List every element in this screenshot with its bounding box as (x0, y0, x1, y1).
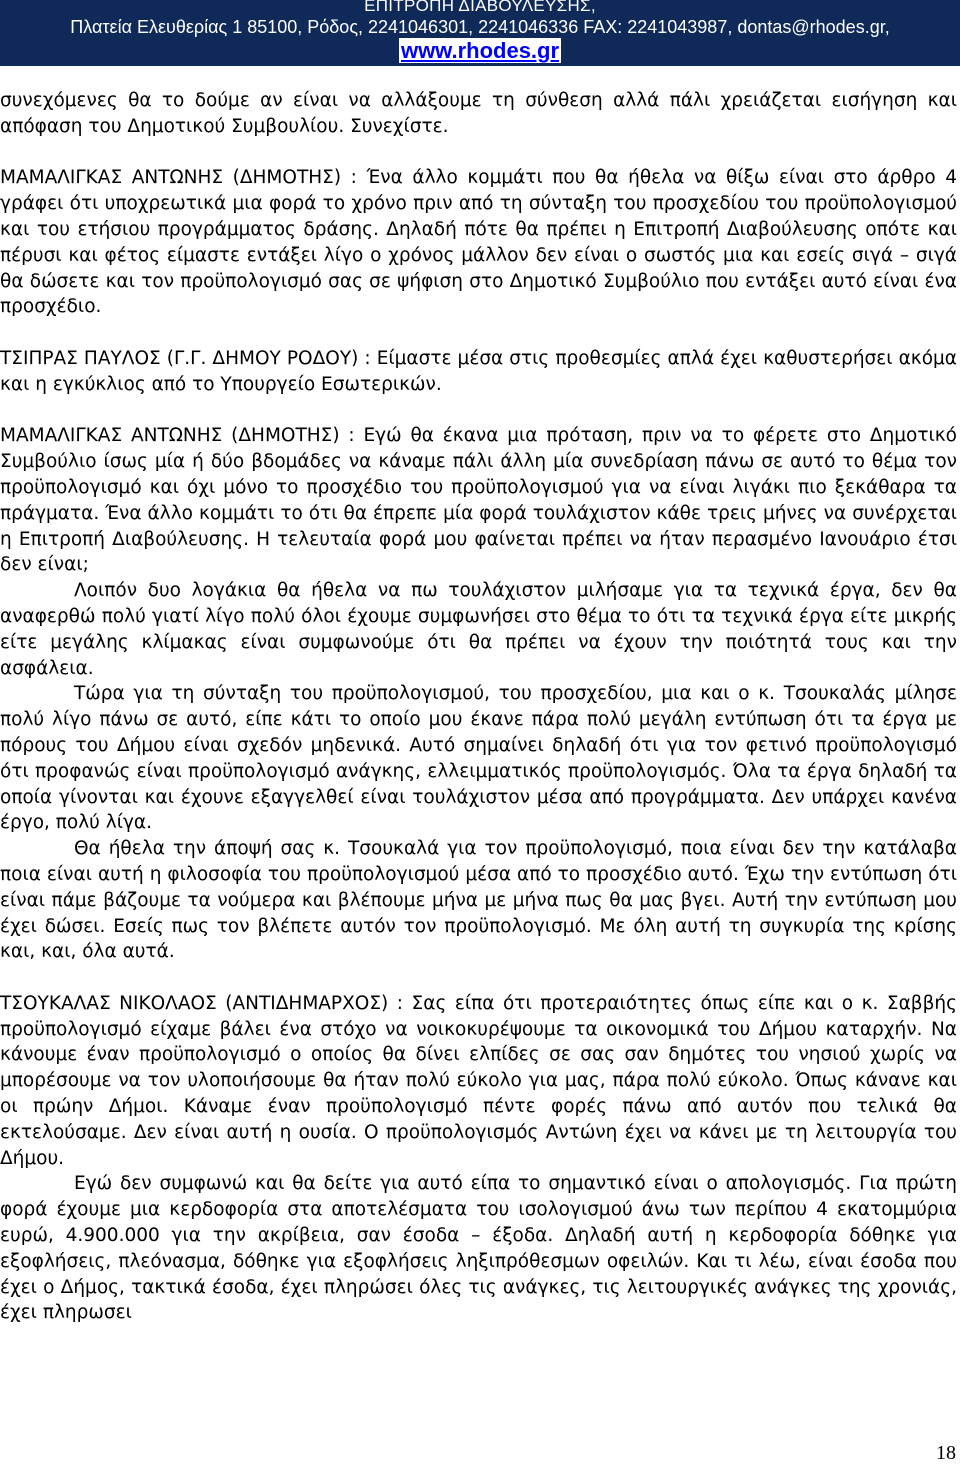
paragraph: ΤΣΙΠΡΑΣ ΠΑΥΛΟΣ (Γ.Γ. ΔΗΜΟΥ ΡΟΔΟΥ) : Είμαστε μέσα στις προθεσμίες απλά έχει καθυστερήσει ακόμα και η εγκύκλιος από το Υπουργείο Εσωτερικών. (0, 347, 957, 395)
paragraph: Τώρα για τη σύνταξη του προϋπολογισμού, του προσχεδίου, μια και ο κ. Τσουκαλάς μίλησε πολύ λίγο πάνω σε αυτό, είπε κάτι το οποίο μου έκανε πάρα πολύ μεγάλη εντύπωση ότι τα έργα με πόρους του Δήμου είναι σχεδόν μηδενικά. Αυτό σημαίνει δηλαδή ότι για τον φετινό προϋπολογισμό ότι προφανώς είναι προϋπολογισμό ανάγκης, ελλειμματικός προϋπολογισμός. Όλα τα έργα δηλαδή τα οποία γίνονται και έχουνε εξαγγελθεί είναι τουλάχιστον μέσα από προγράμματα. Δεν υπάρχει κανένα έργο, πολύ λίγα. (0, 683, 957, 834)
website-link[interactable]: www.rhodes.gr (400, 38, 560, 63)
document-header (0, 0, 960, 66)
contact-address: Πλατεία Ελευθερίας 1 85100, Ρόδος, 2241046301, 2241046336 FAX: 2241043987, dontas@rhodes.gr, (70, 17, 890, 37)
paragraph: συνεχόμενες θα το δούμε αν είναι να αλλάξουμε τη σύνθεση αλλά πάλι χρειάζεται εισήγηση και απόφαση του Δημοτικού Συμβουλίου. Συνεχίστε. (0, 90, 957, 137)
paragraph: ΤΣΟΥΚΑΛΑΣ ΝΙΚΟΛΑΟΣ (ΑΝΤΙΔΗΜΑΡΧΟΣ) : Σας είπα ότι προτεραιότητες όπως είπε και ο κ. Σαββής προϋπολογισμό είχαμε βάλει ένα στόχο να νοικοκυρέψουμε τα οικονομικά του Δήμου καταρχήν. Να κάνουμε έναν προϋπολογισμό ο οποίος θα δίνει ελπίδες σε σας σαν δημότες του νησιού χωρίς να μπορέσουμε να τον υλοποιήσουμε θα ήταν πολύ εύκολο για μας, πάρα πολύ εύκολο. Όπως κάνανε και οι πρώην Δήμοι. Κάναμε έναν προϋπολογισμό πέντε φορές πάνω από αυτόν που τελικά θα εκτελούσαμε. Δεν είναι αυτή η ουσία. Ο προϋπολογισμός Αντώνη έχει να κάνει με τη λειτουργία του Δήμου. (0, 992, 957, 1169)
website-line (0, 38, 960, 64)
paragraph: ΜΑΜΑΛΙΓΚΑΣ ΑΝΤΩΝΗΣ (ΔΗΜΟΤΗΣ) : Εγώ θα έκανα μια πρόταση, πριν να το φέρετε στο Δημοτικό Συμβούλιο ίσως μία ή δύο βδομάδες να κάναμε πάλι άλλη μία συνεδρίαση πάνω σε αυτό το θέμα τον προϋπολογισμό και όχι μόνο το προσχέδιο του προϋπολογισμού για να είναι λιγάκι πιο ξεκάθαρα τα πράγματα. Ένα άλλο κομμάτι το ότι θα έπρεπε μία φορά τουλάχιστον κάθε τρεις μήνες να συνέρχεται η Επιτροπή Διαβούλευσης. Η τελευταία φορά μου φαίνεται πρέπει να ήταν περασμένο Ιανουάριο έτσι δεν είναι; (0, 425, 957, 576)
minutes-body (0, 88, 957, 1326)
paragraph: Εγώ δεν συμφωνώ και θα δείτε για αυτό είπα το σημαντικό είναι ο απολογισμός. Για πρώτη φορά έχουμε μια κερδοφορία στα αποτελέσματα του ισολογισμού άνω των περίπου 4 εκατομμύρια ευρώ, 4.900.000 για την ακρίβεια, σαν έσοδα – έξοδα. Δηλαδή αυτή η κερδοφορία δόθηκε για εξοφλήσεις, πλεόνασμα, δόθηκε για εξοφλήσεις ληξιπρόθεσμων οφειλών. Και τι λέω, είναι έσοδα που έχει ο Δήμος, τακτικά έσοδα, έχει πληρώσει όλες τις ανάγκες, τις λειτουργικές ανάγκες της χρονιάς, έχει πληρωσει (0, 1173, 957, 1324)
paragraph: Λοιπόν δυο λογάκια θα ήθελα να πω τουλάχιστον μιλήσαμε για τα τεχνικά έργα, δεν θα αναφερθώ πολύ γιατί λίγο πολύ όλοι έχουμε συμφωνήσει στο θέμα το ότι τα τεχνικά έργα είτε μικρής είτε μεγάλης κλίμακας είναι συμφωνούμε ότι θα πρέπει να έχουν την ποιότητά τους και την ασφάλεια. (0, 580, 957, 679)
page-number: 18 (936, 1442, 956, 1464)
committee-name: ΕΠΙΤΡΟΠΗ ΔΙΑΒΟΥΛΕΥΣΗΣ, (364, 0, 596, 15)
paragraph: ΜΑΜΑΛΙΓΚΑΣ ΑΝΤΩΝΗΣ (ΔΗΜΟΤΗΣ) : Ένα άλλο κομμάτι που θα ήθελα να θίξω είναι στο άρθρο 4 γράφει ότι υποχρεωτικά μια φορά το χρόνο πριν από τη σύνταξη του προσχεδίου του προϋπολογισμού και του ετήσιου προγράμματος δράσης. Δηλαδή πότε θα πρέπει η Επιτροπή Διαβούλευσης οπότε και πέρυσι και φέτος είμαστε εντάξει λίγο ο χρόνος μάλλον δεν είναι ο σωστός μια και εσείς σιγά – σιγά θα δώσετε και τον προϋπολογισμό σας σε ψήφιση στο Δημοτικό Συμβούλιο που εντάξει αυτό είναι ένα προσχέδιο. (0, 167, 957, 318)
paragraph: Θα ήθελα την άποψή σας κ. Τσουκαλά για τον προϋπολογισμό, ποια είναι δεν την κατάλαβα ποια είναι αυτή η φιλοσοφία του προϋπολογισμού μέσα από το προσχέδιο αυτό. Έχω την εντύπωση ότι είναι πάμε βάζουμε τα νούμερα και βλέπουμε μήνα με μήνα πως θα μας βγει. Αυτή την εντύπωση μου έχει δώσει. Εσείς πως τον βλέπετε αυτόν τον προϋπολογισμό. Με όλη αυτή τη συγκυρία της κρίσης και, και, όλα αυτά. (0, 838, 957, 963)
